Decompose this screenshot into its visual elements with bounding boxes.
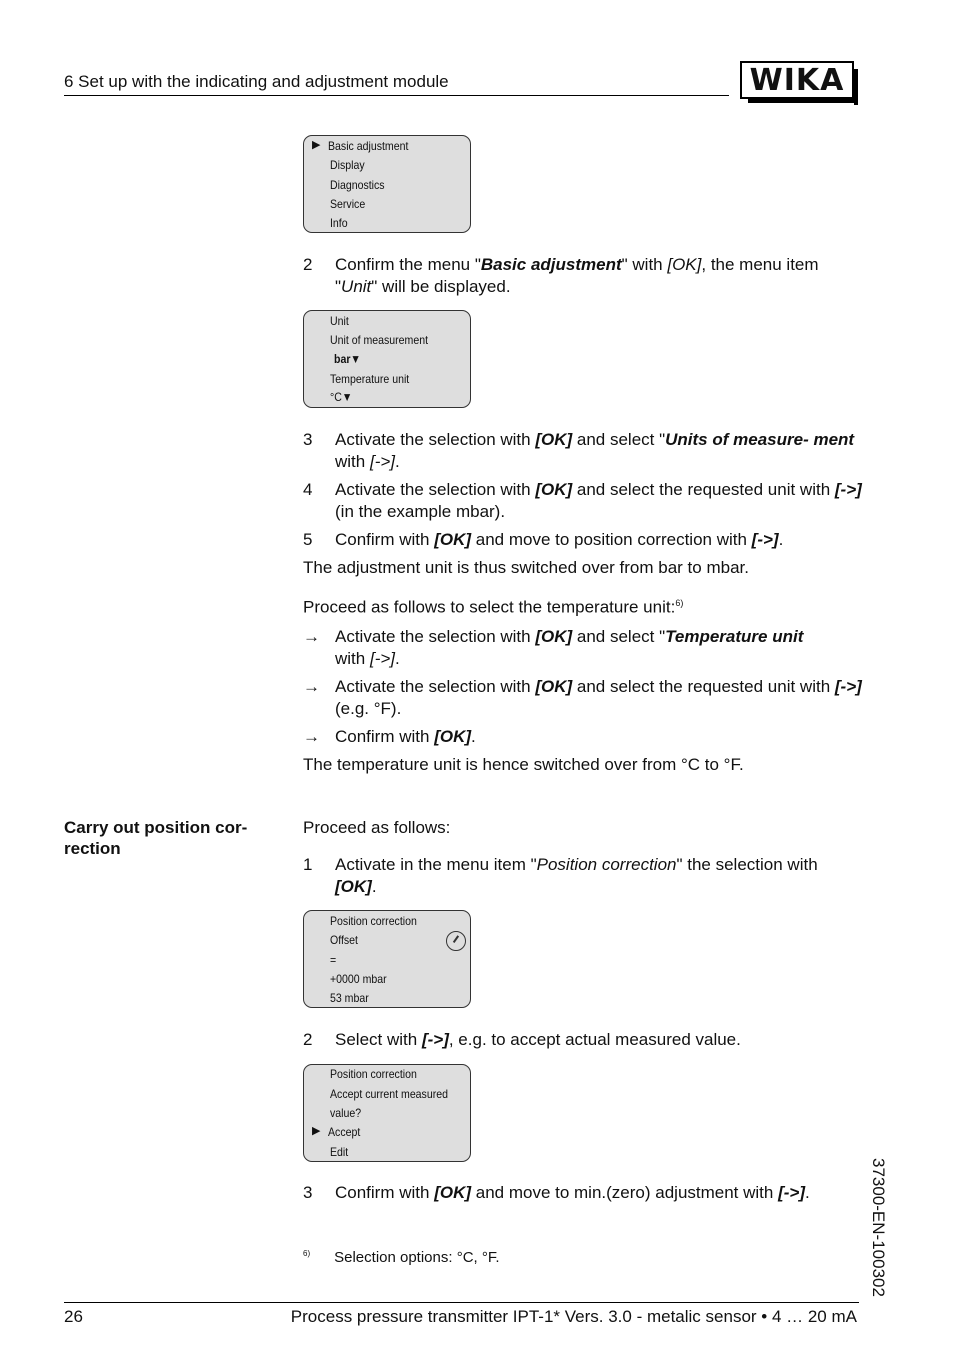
- page-number: 26: [64, 1307, 83, 1326]
- pointer-icon: ▶: [312, 1125, 321, 1137]
- lcd-row: Accept current measured: [330, 1087, 448, 1101]
- paragraph: Proceed as follows:: [303, 818, 451, 837]
- header-rule: [64, 95, 729, 96]
- lcd-row: bar▼: [334, 352, 361, 366]
- lcd-accept-value: [303, 1064, 471, 1162]
- side-heading: Carry out position cor- rection: [64, 818, 248, 858]
- pointer-icon: ▶: [312, 139, 321, 151]
- step-3: 3 Activate the selection with [OK] and select "Units of measure- ment with [->].: [303, 430, 855, 471]
- step-1-position: 1 Activate in the menu item "Position correction" the selection with [OK].: [303, 855, 818, 896]
- step-2-basic: 2 Confirm the menu "Basic adjustment" with [OK], the menu item "Unit" will be displayed.: [303, 255, 819, 296]
- lcd-row: =: [330, 953, 337, 967]
- footer-title: Process pressure transmitter IPT-1* Vers. 3.0 - metalic sensor • 4 … 20 mA: [290, 1307, 857, 1326]
- paragraph: Proceed as follows to select the temperature unit:$^{6)}$: [303, 597, 684, 617]
- paragraph: The temperature unit is hence switched over from °C to °F.: [303, 755, 744, 774]
- lcd-row: Info: [330, 216, 348, 230]
- lcd-main-menu: [303, 135, 471, 233]
- step-3-confirm: 3 Confirm with [OK] and move to min.(zero) adjustment with [->].: [303, 1183, 810, 1202]
- chapter-title: 6 Set up with the indicating and adjustment module: [64, 72, 449, 91]
- pressure-gauge-icon: [446, 931, 466, 951]
- step-5: 5 Confirm with [OK] and move to position correction with [->].: [303, 530, 784, 549]
- lcd-row: °C▼: [330, 390, 353, 404]
- step-4: 4 Activate the selection with [OK] and select the requested unit with [->] (in the example mbar).: [303, 480, 862, 521]
- lcd-row: Diagnostics: [330, 178, 385, 192]
- lcd-row: Display: [330, 158, 365, 172]
- lcd-row: +0000 mbar: [330, 972, 387, 986]
- lcd-row: Offset: [330, 933, 358, 947]
- lcd-row: Position correction: [330, 914, 417, 928]
- lcd-unit: [303, 310, 471, 408]
- lcd-position-correction: [303, 910, 471, 1008]
- paragraph: The adjustment unit is thus switched over from bar to mbar.: [303, 558, 749, 577]
- wika-logo: WIKA: [740, 61, 854, 99]
- lcd-row: Unit of measurement: [330, 333, 429, 347]
- lcd-row: Service: [330, 197, 366, 211]
- lcd-row: 53 mbar: [330, 991, 369, 1005]
- lcd-row: Unit: [330, 314, 349, 328]
- document-number: 37300-EN-100302: [869, 1158, 888, 1297]
- lcd-row: value?: [330, 1106, 362, 1120]
- lcd-row: Edit: [330, 1145, 349, 1159]
- arrow-step: → Activate the selection with [OK] and select "Temperature unit with [->].: [303, 627, 804, 668]
- arrow-step: → Confirm with [OK].: [303, 727, 476, 746]
- lcd-row: Temperature unit: [330, 372, 410, 386]
- lcd-row: Basic adjustment: [328, 139, 409, 153]
- footer-rule: [64, 1302, 859, 1303]
- step-2-select: 2 Select with [->], e.g. to accept actual measured value.: [303, 1030, 741, 1049]
- footnote: $^{6)}$ Selection options: °C, °F.: [303, 1249, 500, 1266]
- arrow-step: → Activate the selection with [OK] and select the requested unit with [->] (e.g. °F).: [303, 677, 862, 718]
- lcd-row: Position correction: [330, 1067, 417, 1081]
- lcd-row: Accept: [328, 1125, 361, 1139]
